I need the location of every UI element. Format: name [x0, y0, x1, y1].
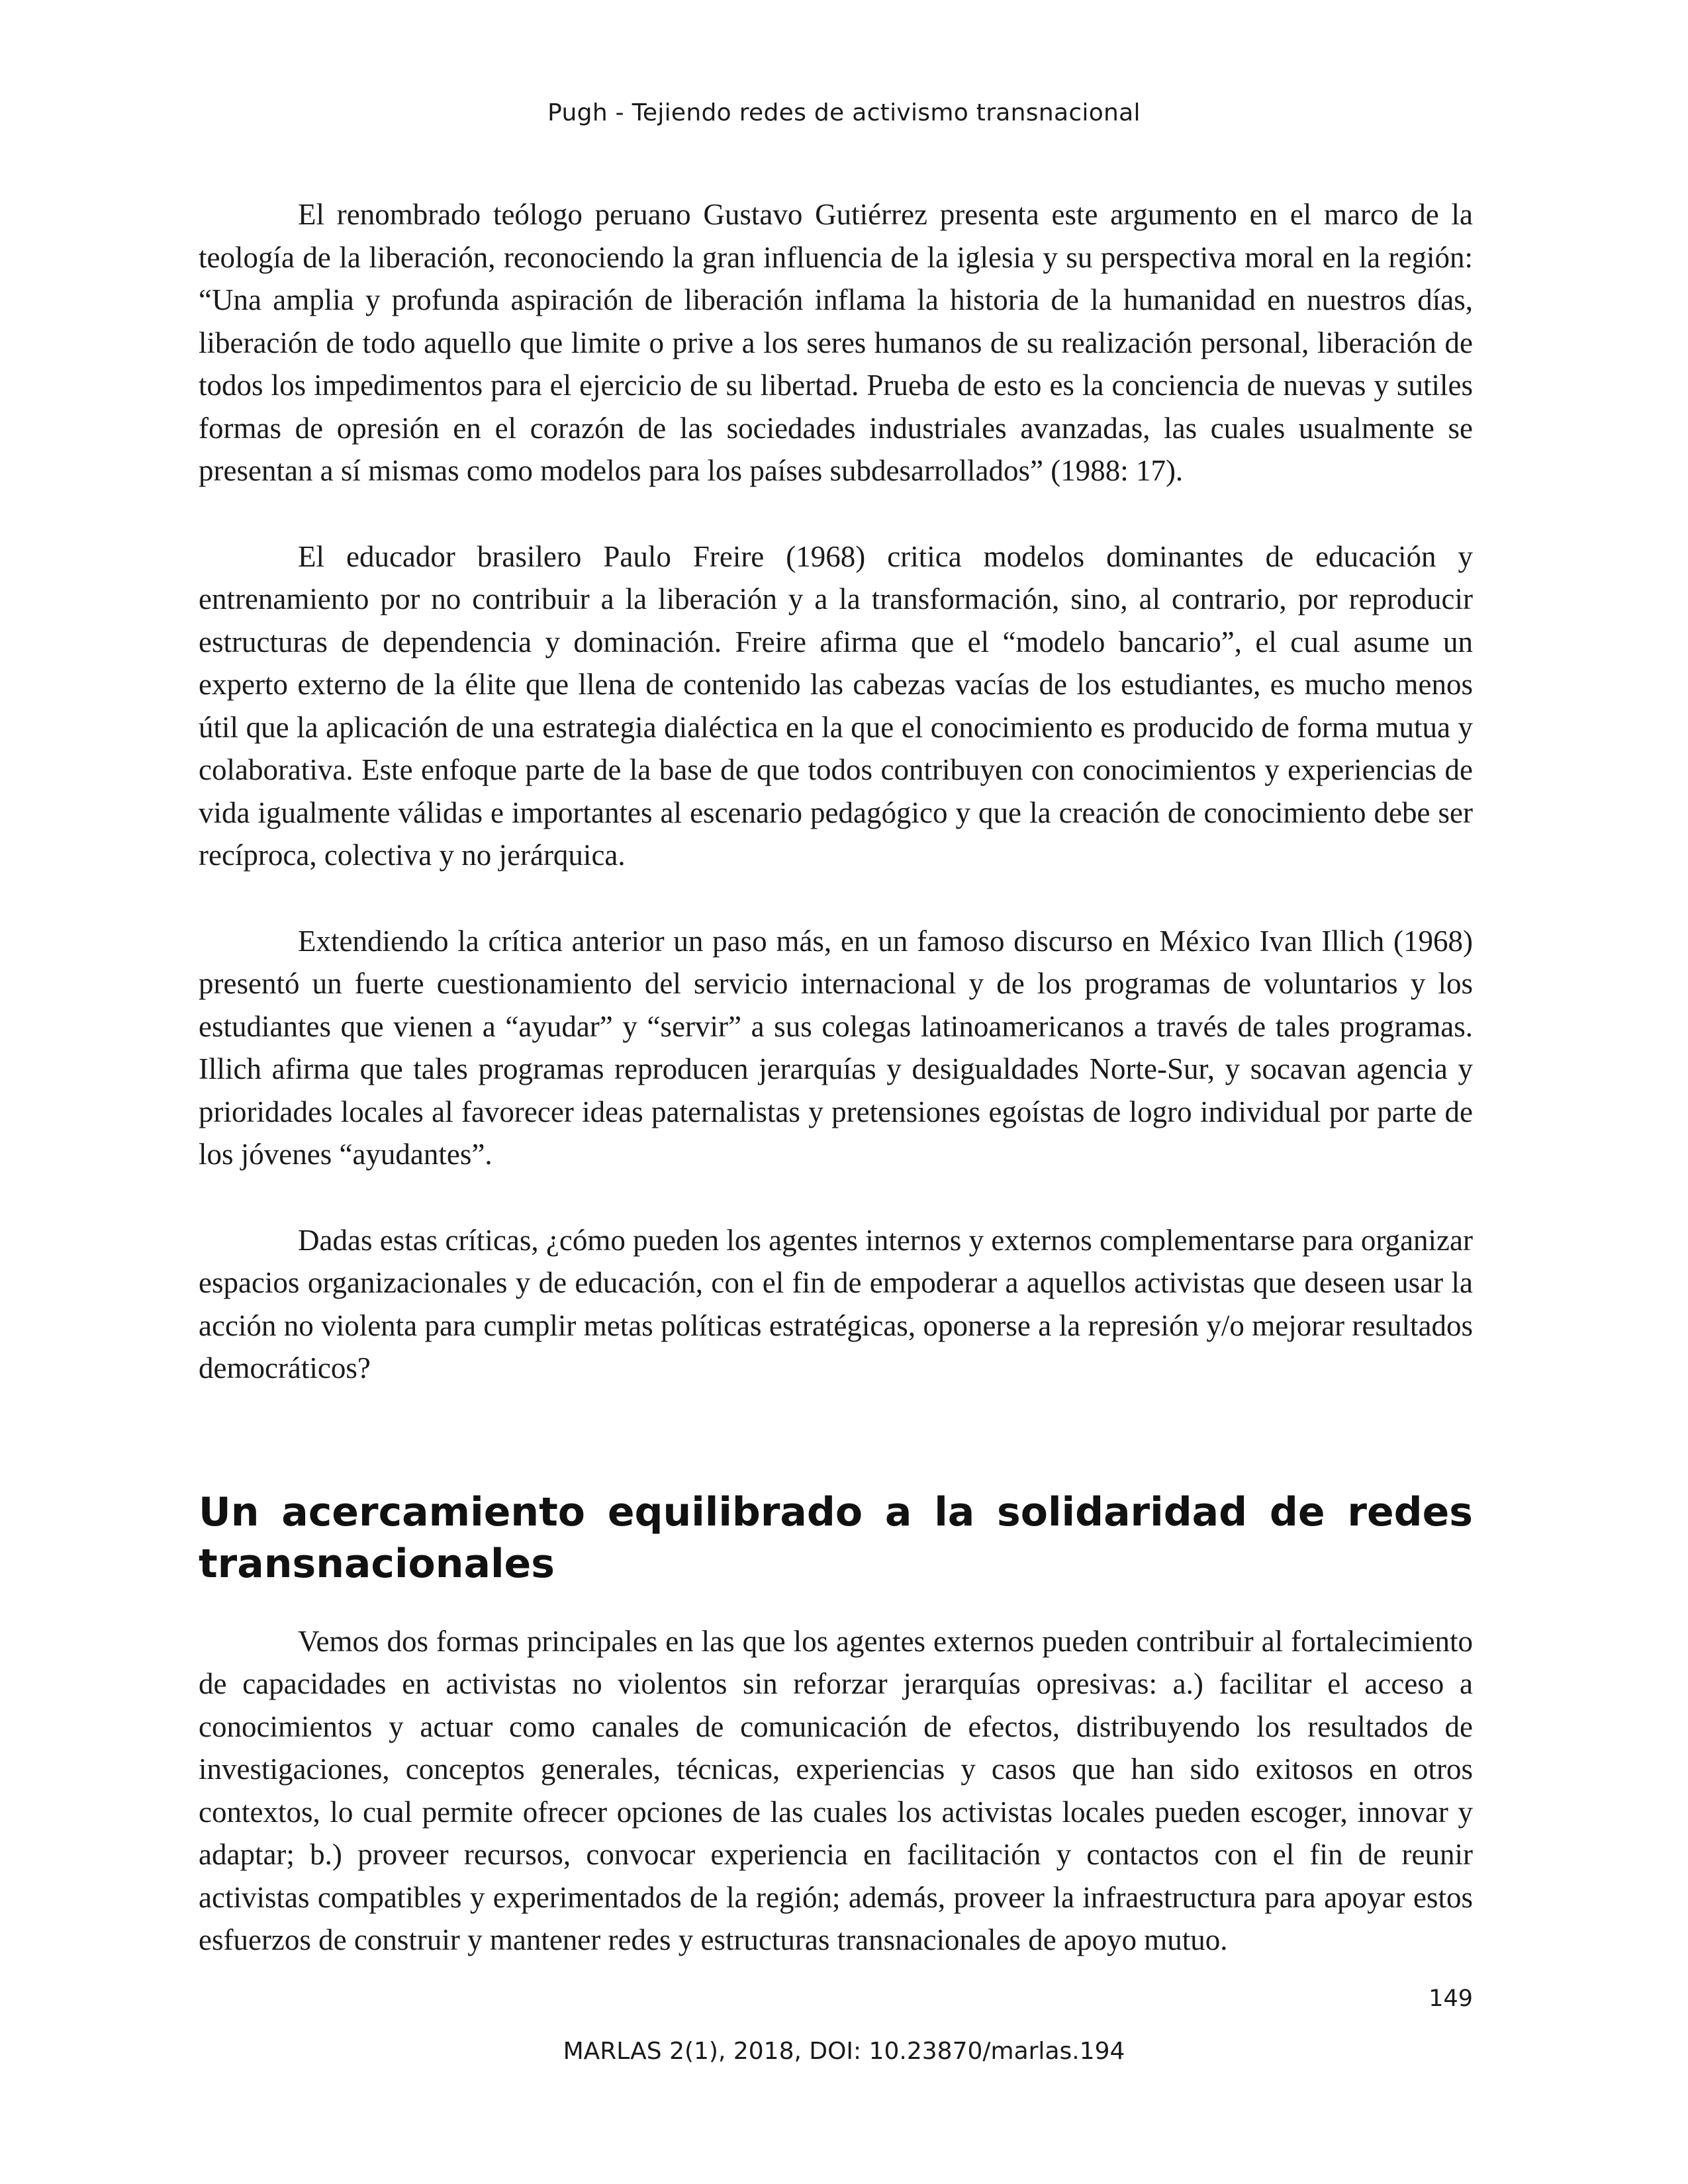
journal-citation: MARLAS 2(1), 2018, DOI: 10.23870/marlas.194	[563, 2038, 1125, 2065]
page-number: 149	[1429, 1985, 1473, 2012]
paragraph-illich: Extendiendo la crítica anterior un paso más, en un famoso discurso en México Ivan Illich (1968) presentó un fuerte cuestionamiento del servicio internacional y de los programas de voluntarios y los estudiantes que vienen a “ayudar” y “servir” a sus colegas latinoamericanos a través de tales programas. Illich afirma que tales programas reproducen jerarquías y desigualdades Norte-Sur, y socavan agencia y prioridades locales al favorecer ideas paternalistas y pretensiones egoístas de logro individual por parte de los jóvenes “ayudantes”.	[199, 924, 1473, 1171]
section-heading: Un acercamiento equilibrado a la solidaridad de redes transnacionales	[199, 1488, 1473, 1587]
paragraph-gutierrez: El renombrado teólogo peruano Gustavo Gutiérrez presenta este argumento en el marco de la teología de la liberación, reconociendo la gran influencia de la iglesia y su perspectiva moral en la región: “Una amplia y profunda aspiración de liberación inflama la historia de la humanidad en nuestros días, liberación de todo aquello que limite o prive a los seres humanos de su realización personal, liberación de todos los impedimentos para el ejercicio de su libertad. Prueba de esto es la conciencia de nuevas y sutiles formas de opresión en el corazón de las sociedades industriales avanzadas, las cuales usualmente se presentan a sí mismas como modelos para los países subdesarrollados” (1988: 17).	[199, 198, 1473, 487]
paragraph-two-forms: Vemos dos formas principales en las que los agentes externos pueden contribuir al fortalecimiento de capacidades en activistas no violentos sin reforzar jerarquías opresivas: a.) facilitar el acceso a conocimientos y actuar como canales de comunicación de efectos, distribuyendo los resultados de investigaciones, conceptos generales, técnicas, experiencias y casos que han sido exitosos en otros contextos, lo cual permite ofrecer opciones de las cuales los activistas locales pueden escoger, innovar y adaptar; b.) proveer recursos, convocar experiencia en facilitación y contactos con el fin de reunir activistas compatibles y experimentados de la región; además, proveer la infraestructura para apoyar estos esfuerzos de construir y mantener redes y estructuras transnacionales de apoyo mutuo.	[199, 1624, 1473, 1956]
paragraph-question: Dadas estas críticas, ¿cómo pueden los agentes internos y externos complementarse para organizar espacios organizacionales y de educación, con el fin de empoderar a aquellos activistas que deseen usar la acción no violenta para cumplir metas políticas estratégicas, oponerse a la represión y/o mejorar resultados democráticos?	[199, 1223, 1473, 1385]
running-header: Pugh - Tejiendo redes de activismo transnacional	[547, 99, 1141, 126]
document-body	[199, 193, 1473, 1962]
paragraph-freire: El educador brasilero Paulo Freire (1968) critica modelos dominantes de educación y entrenamiento por no contribuir a la liberación y a la transformación, sino, al contrario, por reproducir estructuras de dependencia y dominación. Freire afirma que el “modelo bancario”, el cual asume un experto externo de la élite que llena de contenido las cabezas vacías de los estudiantes, es mucho menos útil que la aplicación de una estrategia dialéctica en la que el conocimiento es producido de forma mutua y colaborativa. Este enfoque parte de la base de que todos contribuyen con conocimientos y experiencias de vida igualmente válidas e importantes al escenario pedagógico y que la creación de conocimiento debe ser recíproca, colectiva y no jerárquica.	[199, 539, 1473, 872]
